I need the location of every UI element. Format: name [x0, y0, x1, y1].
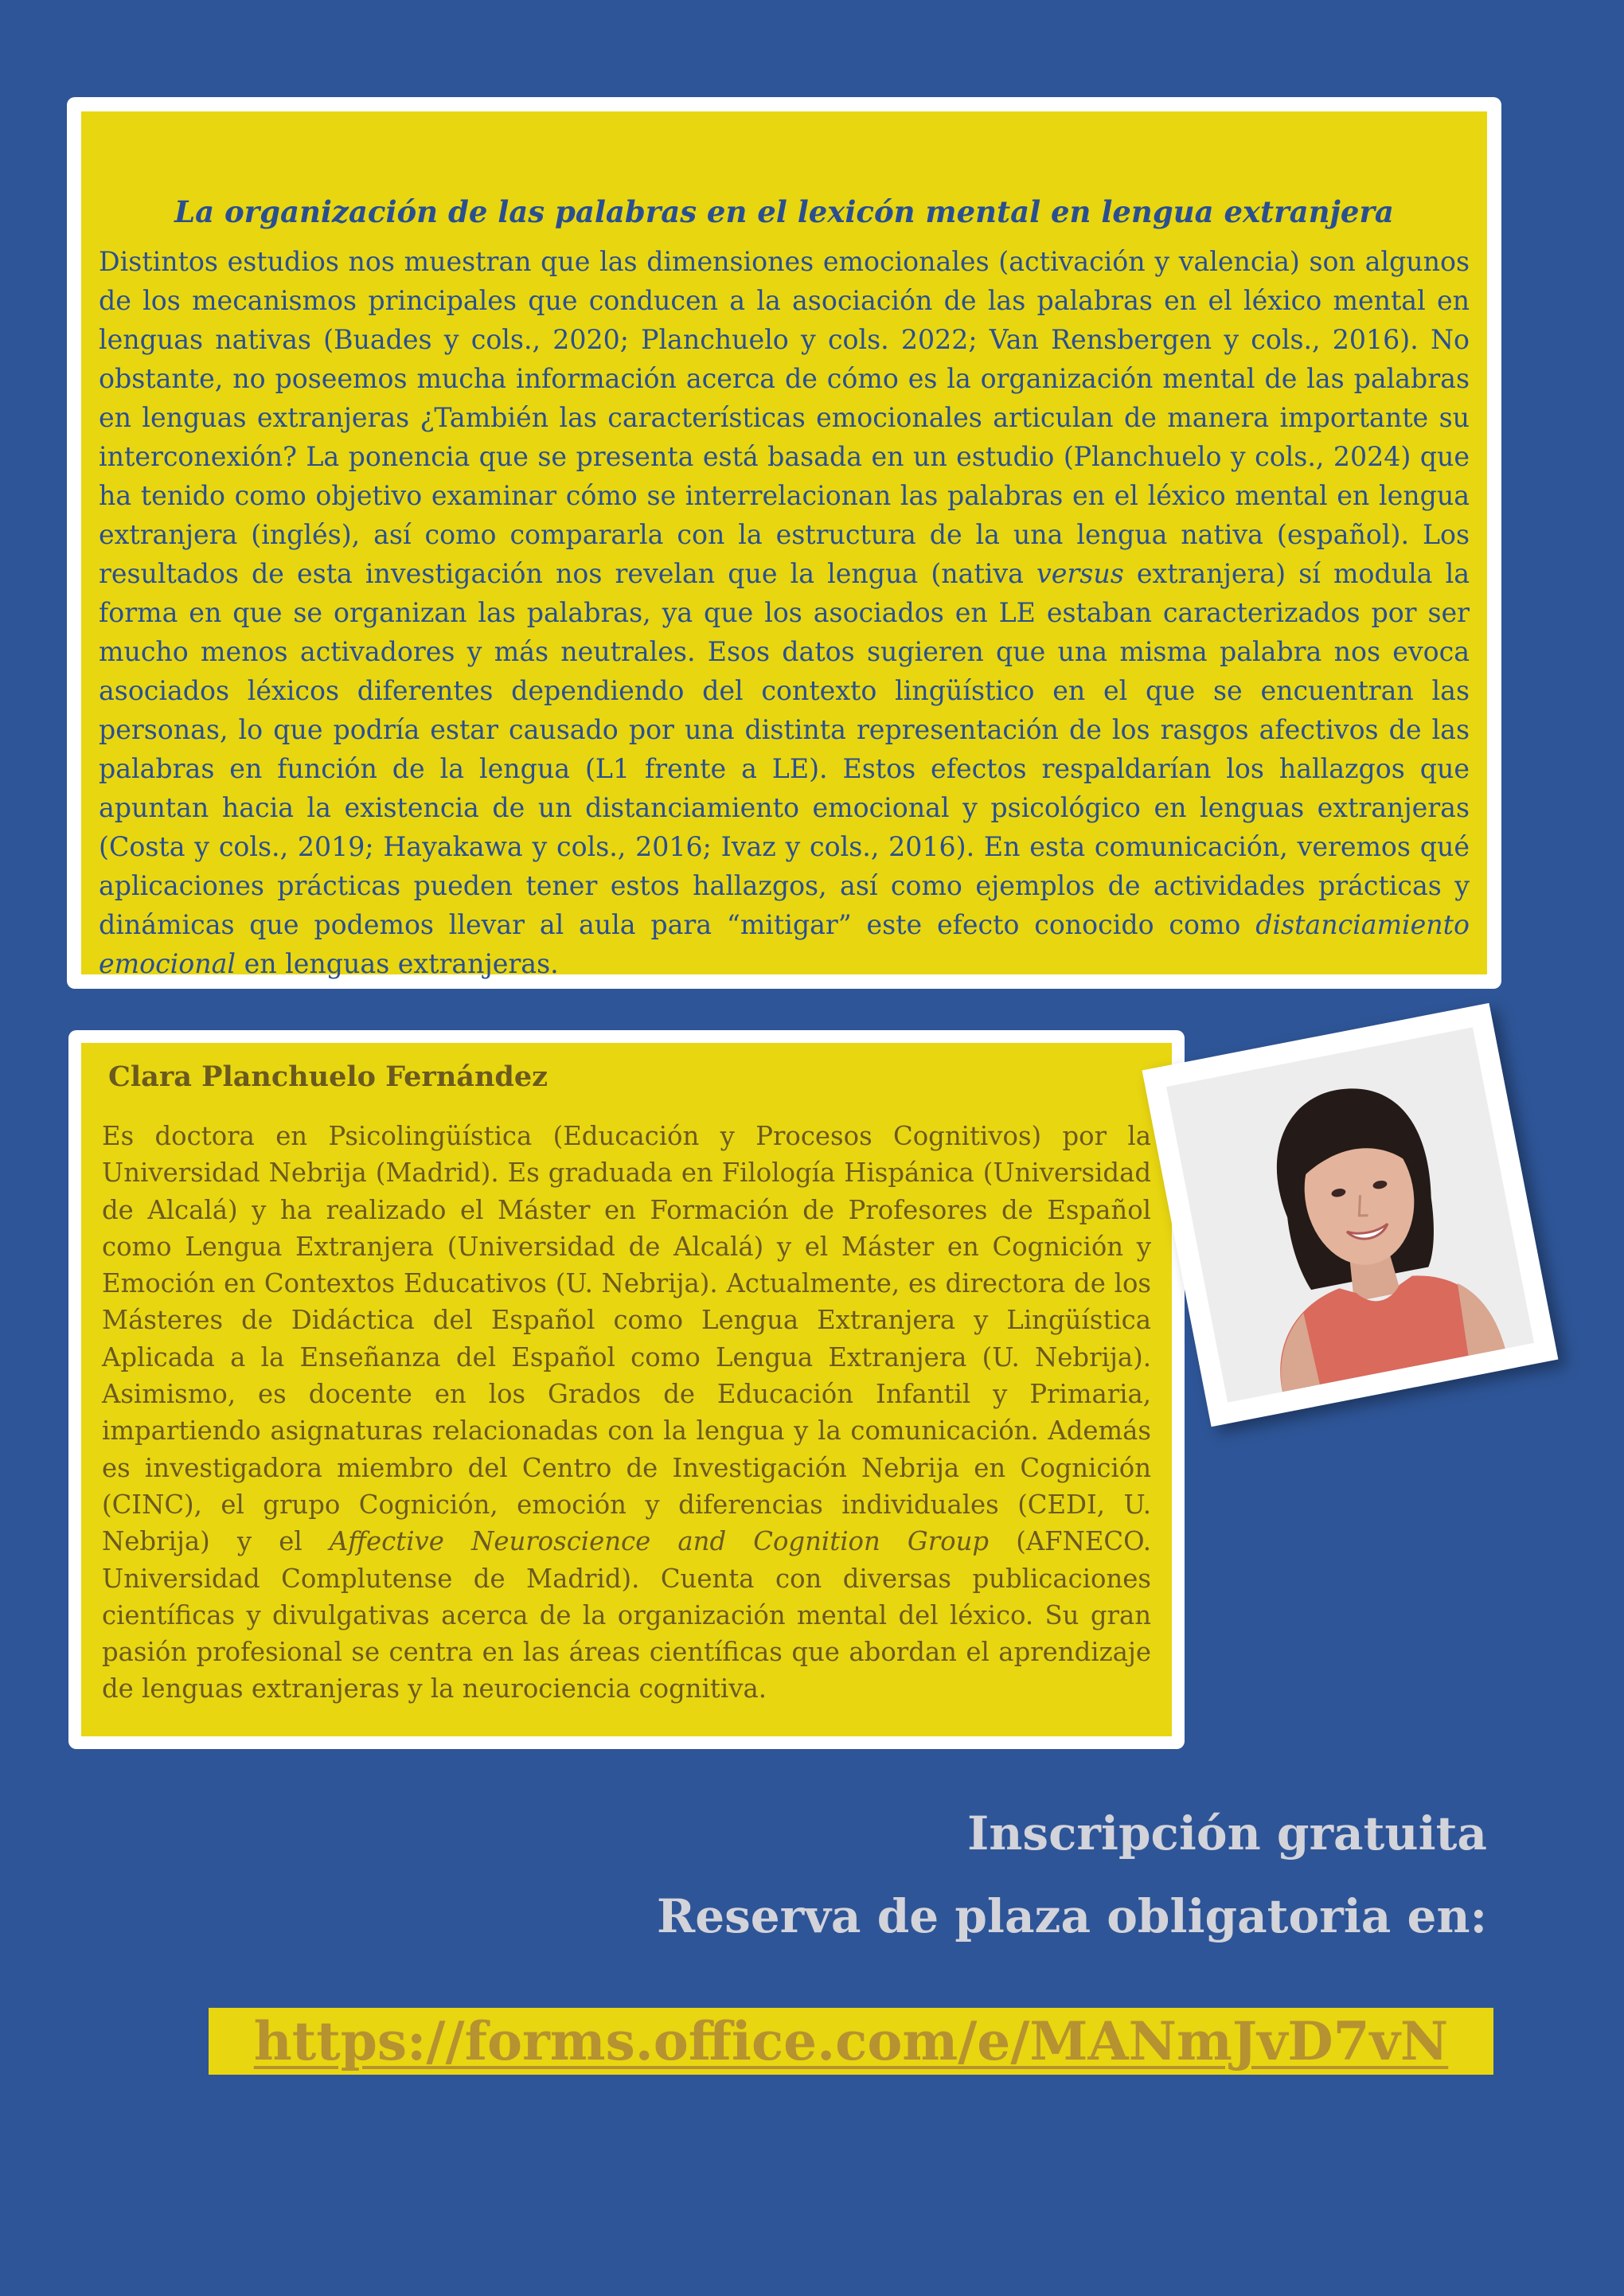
abstract-panel [81, 111, 1487, 979]
abstract-card [67, 97, 1501, 989]
bio-text-part-1: Es doctora en Psicolingüística (Educación y Procesos Cognitivos) por la Universidad Nebrija (Madrid). Es graduada en Filología Hispánica (Universidad de Alcalá) y ha realizado el Máster en Formación de Profesores de Español como Lengua Extranjera (Universidad de Alcalá) y el Máster en Cognición y Emoción en Contextos Educativos (U. Nebrija). Actualmente, es directora de los Másteres de Didáctica del Español como Lengua Extranjera y Lingüística Aplicada a la Enseñanza del Español como Lengua Extranjera (U. Nebrija). Asimismo, es docente en los Grados de Educación Infantil y Primaria, impartiendo asignaturas relacionadas con la lengua y la comunicación. Además es investigadora miembro del Centro de Investigación Nebrija en Cognición (CINC), el grupo Cognición, emoción y diferencias individuales (CEDI, U. Nebrija) y el [102, 1121, 1151, 1557]
speaker-photo-frame [1142, 1003, 1559, 1427]
bio-text [102, 1118, 1151, 1708]
abstract-text-part-3: en lenguas extranjeras. [236, 948, 559, 979]
abstract-text [99, 242, 1470, 983]
abstract-text-italic-term: distanciamiento emocional [99, 909, 1470, 979]
bio-text-part-2: (AFNECO. Universidad Complutense de Madrid). Cuenta con diversas publicaciones científicas y divulgativas acerca de la organización mental del léxico. Su gran pasión profesional se centra en las áreas científicas que abordan el aprendizaje de lenguas extranjeras y la neurociencia cognitiva. [102, 1526, 1151, 1704]
speaker-photo [1166, 1027, 1534, 1402]
registration-link[interactable]: https://forms.office.com/e/MANmJvD7vN [253, 2010, 1449, 2072]
registration-free-label: Inscripción gratuita [967, 1806, 1487, 1861]
abstract-title: La organización de las palabras en el lexicón mental en lengua extranjera [174, 194, 1394, 229]
bio-panel [81, 1043, 1172, 1736]
speaker-name: Clara Planchuelo Fernández [108, 1060, 548, 1093]
registration-link-bar [209, 2008, 1493, 2075]
registration-reserve-label: Reserva de plaza obligatoria en: [657, 1889, 1487, 1943]
bio-card [68, 1030, 1185, 1749]
bio-text-italic-group: Affective Neuroscience and Cognition Group [329, 1526, 990, 1557]
abstract-text-part-1: Distintos estudios nos muestran que las dimensiones emocionales (activación y valencia) son algunos de los mecanismos principales que conducen a la asociación de las palabras en el léxico mental en lenguas nativas (Buades y cols., 2020; Planchuelo y cols. 2022; Van Rensbergen y cols., 2016). No obstante, no poseemos mucha información acerca de cómo es la organización mental de las palabras en lenguas extranjeras ¿También las características emocionales articulan de manera importante su interconexión? La ponencia que se presenta está basada en un estudio (Planchuelo y cols., 2024) que ha tenido como objetivo examinar cómo se interrelacionan las palabras en el léxico mental en lengua extranjera (inglés), así como compararla con la estructura de la una lengua nativa (español). Los resultados de esta investigación nos revelan que la lengua (nativa [99, 246, 1470, 589]
abstract-text-italic-versus: versus [1036, 558, 1124, 589]
abstract-text-part-2: extranjera) sí modula la forma en que se organizan las palabras, ya que los asociados en LE estaban caracterizados por ser mucho menos activadores y más neutrales. Esos datos sugieren que una misma palabra nos evoca asociados léxicos diferentes dependiendo del contexto lingüístico en el que se encuentran las personas, lo que podría estar causado por una distinta representación de los rasgos afectivos de las palabras en función de la lengua (L1 frente a LE). Estos efectos respaldarían los hallazgos que apuntan hacia la existencia de un distanciamiento emocional y psicológico en lenguas extranjeras (Costa y cols., 2019; Hayakawa y cols., 2016; Ivaz y cols., 2016). En esta comunicación, veremos qué aplicaciones prácticas pueden tener estos hallazgos, así como ejemplos de actividades prácticas y dinámicas que podemos llevar al aula para “mitigar” este efecto conocido como [99, 558, 1470, 940]
speaker-portrait-icon [1166, 1027, 1534, 1402]
